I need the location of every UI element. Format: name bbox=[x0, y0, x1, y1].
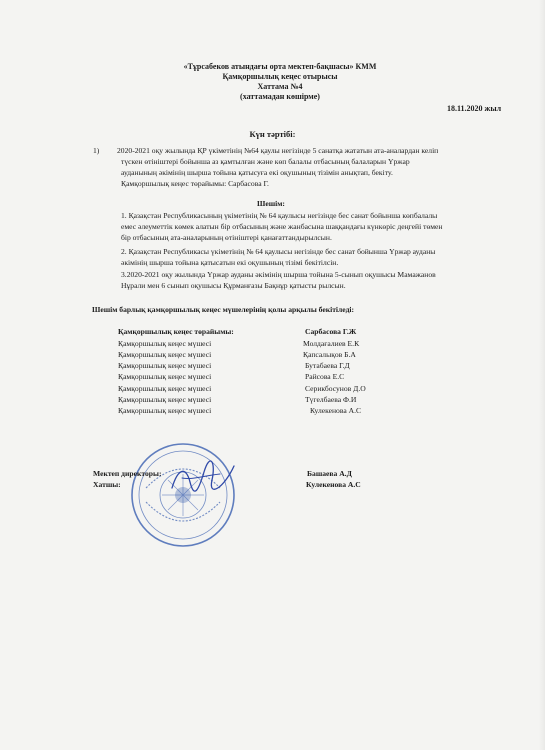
agenda-item-number: 1) bbox=[93, 146, 100, 155]
director-signature bbox=[168, 458, 238, 498]
decision-line: 3.2020-2021 оқу жылында Үржар ауданы әкімінің шырша тойына 5-сынып оқушысы Мамажанов bbox=[121, 270, 436, 279]
protocol-number: Хаттама №4 bbox=[257, 82, 303, 91]
decision-line: бір отбасының ата-аналарының өтініштері қанағаттандырылсын. bbox=[121, 233, 332, 242]
member-role: Қамқоршылық кеңес мүшесі bbox=[118, 339, 212, 348]
decision-line: емес әлеуметтік көмек алатын бір отбасының және жанбасына шаққандағы күнкөріс деңгейі төмен bbox=[121, 222, 443, 231]
approval-line: Шешім барлық қамқоршылық кеңес мүшелерінің қолы арқылы бекітіледі: bbox=[92, 305, 355, 314]
member-name: Кулекенова А.С bbox=[310, 406, 362, 415]
member-role: Қамқоршылық кеңес мүшесі bbox=[118, 361, 212, 370]
member-name: Серикбосунов Д.О bbox=[305, 384, 366, 393]
member-role: Қамқоршылық кеңес төрайымы: bbox=[118, 327, 234, 336]
member-role: Қамқоршылық кеңес мүшесі bbox=[118, 384, 212, 393]
director-label: Мектеп директоры: bbox=[93, 469, 162, 478]
agenda-chair-line: Қамқоршылық кеңес төрайымы: Сарбасова Г. bbox=[121, 179, 269, 188]
meeting-title: Қамқоршылық кеңес отырысы bbox=[222, 72, 338, 81]
agenda-title: Күн тәртібі: bbox=[249, 129, 296, 139]
protocol-extract-note: (хаттамадан көшірме) bbox=[240, 92, 320, 101]
director-name: Башаева А.Д bbox=[307, 469, 352, 478]
scan-edge bbox=[539, 0, 545, 750]
document-date: 18.11.2020 жыл bbox=[447, 104, 502, 113]
decision-line: әкімінің шырша тойына қатысатын екі оқушының тізімі бекітілсін. bbox=[121, 258, 339, 267]
member-role: Қамқоршылық кеңес мүшесі bbox=[118, 395, 212, 404]
decision-line: 1. Қазақстан Республикасының үкіметінің № 64 қаулысы негізінде бес санат бойынша көпбалалы bbox=[121, 211, 438, 220]
decision-title: Шешім: bbox=[257, 199, 285, 208]
member-name: Бутабаева Г.Д bbox=[305, 361, 350, 370]
member-name: Райсова Е.С bbox=[305, 372, 345, 381]
member-role: Қамқоршылық кеңес мүшесі bbox=[118, 406, 212, 415]
secretary-label: Хатшы: bbox=[93, 480, 121, 489]
decision-line: Нұрали мен 6 сынып оқушысы Құрманғазы Бақнұр қатысты рылсын. bbox=[121, 281, 346, 290]
member-role: Қамқоршылық кеңес мүшесі bbox=[118, 350, 212, 359]
member-name: Сарбасова Г.Ж bbox=[305, 327, 357, 336]
member-name: Қапсалықов Б.А bbox=[303, 350, 356, 359]
secretary-name: Кулекенова А.С bbox=[306, 480, 361, 489]
member-name: Молдағалиев Е.К bbox=[303, 339, 360, 348]
decision-line: 2. Қазақстан Республикасы үкіметінің № 64 қаулысы негізінде бес санат бойынша Үржар ауданы bbox=[121, 247, 436, 256]
member-name: Түгелбаева Ф.И bbox=[305, 395, 357, 404]
school-name: «Тұрсабеков атындағы орта мектеп-бақшасы» КММ bbox=[183, 62, 377, 71]
member-role: Қамқоршылық кеңес мүшесі bbox=[118, 372, 212, 381]
agenda-line: ауданының әкімінің шырша тойына қатысуға екі оқушының тізімін анықтап, бекіту. bbox=[121, 168, 393, 177]
agenda-line: түскен өтініштері бойынша аз қамтылған және көп балалы отбасының балаларын Үржар bbox=[121, 157, 410, 166]
agenda-line: 2020-2021 оқу жылында ҚР үкіметінің №64 қаулы негізінде 5 санатқа жататын ата-аналардан келіп bbox=[117, 146, 439, 155]
